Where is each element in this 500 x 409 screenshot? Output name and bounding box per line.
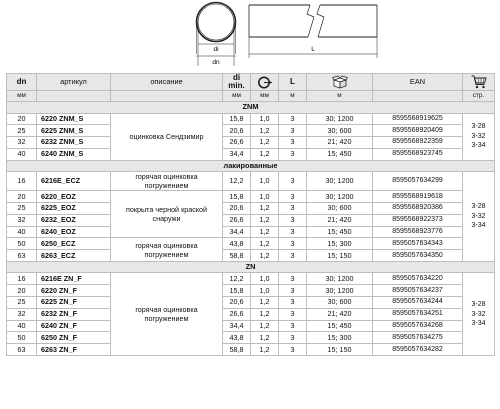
- header-di: [223, 74, 251, 91]
- header-di-top: di: [232, 73, 241, 82]
- unit-cell: [37, 91, 111, 102]
- dn-cell: 50: [7, 238, 37, 250]
- ean-cell: 8595057634275: [373, 332, 463, 344]
- page-ref: 3-28: [471, 301, 486, 308]
- ean-cell: 8595568920386: [373, 202, 463, 214]
- pack-cell: 15; 150: [307, 344, 373, 356]
- units-row: [7, 91, 495, 102]
- catalog-pages: [463, 113, 495, 160]
- table-row: [7, 308, 495, 320]
- description-cell: покрыта черной краской снаружи: [111, 191, 223, 238]
- unit-cell: м: [279, 91, 307, 102]
- box-icon: [332, 75, 348, 89]
- table-row: [7, 285, 495, 297]
- description-cell: оцинковка Сендзимир: [111, 113, 223, 160]
- pack-cell: 30; 1200: [307, 172, 373, 191]
- header-ean: EAN: [373, 74, 463, 91]
- length-cell: 3: [279, 273, 307, 285]
- table-row: [7, 113, 495, 125]
- length-cell: 3: [279, 320, 307, 332]
- unit-cell: мм: [223, 91, 251, 102]
- pack-cell: 30; 600: [307, 202, 373, 214]
- page-ref: 3-34: [471, 320, 486, 327]
- table-row: [7, 226, 495, 238]
- wall-cell: 1,2: [251, 125, 279, 137]
- dn-cell: 32: [7, 214, 37, 226]
- diagram-label-di: di: [213, 46, 219, 53]
- unit-cell: мм: [251, 91, 279, 102]
- length-cell: 3: [279, 308, 307, 320]
- section-title: ZN: [7, 261, 495, 273]
- length-cell: 3: [279, 214, 307, 226]
- description-cell: горячая оцинковка погружением: [111, 172, 223, 191]
- dn-cell: 25: [7, 125, 37, 137]
- wall-cell: 1,2: [251, 320, 279, 332]
- article-cell: 6232 ZNM_S: [37, 137, 111, 149]
- ean-cell: 8595057634350: [373, 250, 463, 262]
- article-cell: 6240 ZNM_S: [37, 148, 111, 160]
- ean-cell: 8595568922373: [373, 214, 463, 226]
- ean-cell: 8595057634299: [373, 172, 463, 191]
- ean-cell: 8595568922359: [373, 137, 463, 149]
- shopping-cart-icon: [471, 75, 487, 89]
- dn-cell: 25: [7, 202, 37, 214]
- wall-cell: 1,0: [251, 191, 279, 203]
- dn-cell: 40: [7, 226, 37, 238]
- section-header: [7, 102, 495, 114]
- header-L: L: [279, 74, 307, 91]
- wall-cell: 1,2: [251, 332, 279, 344]
- length-cell: 3: [279, 202, 307, 214]
- wall-cell: 1,2: [251, 148, 279, 160]
- di-cell: 58,8: [223, 250, 251, 262]
- dn-cell: 32: [7, 137, 37, 149]
- dn-cell: 40: [7, 148, 37, 160]
- page-ref: 3-28: [471, 203, 486, 211]
- page-ref: 3-28: [471, 123, 486, 131]
- pack-cell: 30; 1200: [307, 191, 373, 203]
- pack-cell: 30; 600: [307, 297, 373, 309]
- table-row: [7, 148, 495, 160]
- pack-cell: 21; 420: [307, 137, 373, 149]
- ean-cell: 8595568923776: [373, 226, 463, 238]
- article-cell: 6216E ZN_F: [37, 273, 111, 285]
- table-row: [7, 202, 495, 214]
- length-cell: 3: [279, 344, 307, 356]
- ean-cell: 8595057634220: [373, 273, 463, 285]
- wall-cell: 1,0: [251, 113, 279, 125]
- article-cell: 6250 ZN_F: [37, 332, 111, 344]
- article-cell: 6263_ECZ: [37, 250, 111, 262]
- header-row: [7, 74, 495, 91]
- diagram-label-dn: dn: [212, 59, 220, 66]
- header-wall: [251, 74, 279, 91]
- article-cell: 6232 ZN_F: [37, 308, 111, 320]
- ean-cell: 8595568920409: [373, 125, 463, 137]
- pack-cell: 30; 600: [307, 125, 373, 137]
- header-di-bottom: min.: [228, 81, 245, 90]
- description-cell: горячая оцинковка погружением: [111, 238, 223, 262]
- ean-cell: 8595057634282: [373, 344, 463, 356]
- length-cell: 3: [279, 148, 307, 160]
- product-table-container: [6, 73, 494, 356]
- article-cell: 6220 ZNM_S: [37, 113, 111, 125]
- ean-cell: 8595057634244: [373, 297, 463, 309]
- header-dn: dn: [7, 74, 37, 91]
- length-cell: 3: [279, 332, 307, 344]
- section-title: ZNM: [7, 102, 495, 114]
- article-cell: 6225 ZNM_S: [37, 125, 111, 137]
- dn-cell: 16: [7, 273, 37, 285]
- di-cell: 43,8: [223, 332, 251, 344]
- article-cell: 6225_EOZ: [37, 202, 111, 214]
- header-cart: [463, 74, 495, 91]
- di-cell: 20,6: [223, 202, 251, 214]
- pipe-cross-section: [197, 3, 236, 67]
- header-article: артикул: [37, 74, 111, 91]
- wall-cell: 1,2: [251, 297, 279, 309]
- unit-cell: [111, 91, 223, 102]
- article-cell: 6220 ZN_F: [37, 285, 111, 297]
- pack-cell: 15; 450: [307, 148, 373, 160]
- pack-cell: 30; 1200: [307, 273, 373, 285]
- wall-cell: 1,2: [251, 308, 279, 320]
- product-table: [6, 73, 495, 356]
- length-cell: 3: [279, 226, 307, 238]
- ean-cell: 8595057634251: [373, 308, 463, 320]
- ean-cell: 8595568923745: [373, 148, 463, 160]
- table-row: [7, 214, 495, 226]
- di-cell: 12,2: [223, 273, 251, 285]
- length-cell: 3: [279, 172, 307, 191]
- header-pack: [307, 74, 373, 91]
- diagram-label-L: L: [311, 46, 315, 53]
- table-row: [7, 172, 495, 191]
- section-header: [7, 160, 495, 172]
- article-cell: 6216E_ECZ: [37, 172, 111, 191]
- dn-cell: 50: [7, 332, 37, 344]
- description-cell: горячая оцинковка погружением: [111, 273, 223, 356]
- section-title: лакированные: [7, 160, 495, 172]
- pack-cell: 30; 1200: [307, 113, 373, 125]
- page-ref: 3-32: [471, 212, 486, 220]
- dn-cell: 20: [7, 191, 37, 203]
- dn-cell: 32: [7, 308, 37, 320]
- ean-cell: 8595057634237: [373, 285, 463, 297]
- pack-cell: 15; 300: [307, 332, 373, 344]
- wall-cell: 1,2: [251, 238, 279, 250]
- wall-cell: 1,0: [251, 285, 279, 297]
- pack-cell: 21; 420: [307, 308, 373, 320]
- pack-cell: 15; 450: [307, 226, 373, 238]
- article-cell: 6263 ZN_F: [37, 344, 111, 356]
- di-cell: 15,8: [223, 285, 251, 297]
- di-cell: 34,4: [223, 148, 251, 160]
- unit-cell: м: [307, 91, 373, 102]
- dn-cell: 20: [7, 113, 37, 125]
- di-cell: 58,8: [223, 344, 251, 356]
- table-row: [7, 250, 495, 262]
- unit-cell: стр.: [463, 91, 495, 102]
- wall-cell: 1,2: [251, 214, 279, 226]
- length-cell: 3: [279, 191, 307, 203]
- pipe-diagram: [0, 0, 500, 72]
- di-cell: 26,6: [223, 308, 251, 320]
- catalog-pages: [463, 172, 495, 262]
- length-cell: 3: [279, 238, 307, 250]
- dn-cell: 63: [7, 344, 37, 356]
- di-cell: 34,4: [223, 320, 251, 332]
- pack-cell: 30; 1200: [307, 285, 373, 297]
- table-row: [7, 297, 495, 309]
- dn-cell: 63: [7, 250, 37, 262]
- length-cell: 3: [279, 285, 307, 297]
- page-ref: 3-34: [471, 222, 486, 230]
- ean-cell: 8595057634343: [373, 238, 463, 250]
- di-cell: 15,8: [223, 191, 251, 203]
- pack-cell: 15; 450: [307, 320, 373, 332]
- article-cell: 6232_EOZ: [37, 214, 111, 226]
- di-cell: 20,6: [223, 125, 251, 137]
- section-header: [7, 261, 495, 273]
- di-cell: 15,8: [223, 113, 251, 125]
- article-cell: 6220_EOZ: [37, 191, 111, 203]
- table-row: [7, 320, 495, 332]
- wall-cell: 1,0: [251, 172, 279, 191]
- wall-cell: 1,2: [251, 226, 279, 238]
- wall-cell: 1,0: [251, 273, 279, 285]
- di-cell: 12,2: [223, 172, 251, 191]
- gauge-icon: [257, 76, 273, 89]
- length-cell: 3: [279, 297, 307, 309]
- page-ref: 3-32: [471, 310, 486, 318]
- table-row: [7, 344, 495, 356]
- dn-cell: 16: [7, 172, 37, 191]
- wall-cell: 1,2: [251, 202, 279, 214]
- article-cell: 6250_ECZ: [37, 238, 111, 250]
- table-body: [7, 102, 495, 356]
- wall-cell: 1,2: [251, 344, 279, 356]
- length-cell: 3: [279, 137, 307, 149]
- length-cell: 3: [279, 113, 307, 125]
- di-cell: 43,8: [223, 238, 251, 250]
- article-cell: 6240 ZN_F: [37, 320, 111, 332]
- table-row: [7, 273, 495, 285]
- length-cell: 3: [279, 125, 307, 137]
- wall-cell: 1,2: [251, 250, 279, 262]
- table-row: [7, 125, 495, 137]
- di-cell: 34,4: [223, 226, 251, 238]
- table-row: [7, 137, 495, 149]
- dn-cell: 25: [7, 297, 37, 309]
- di-cell: 26,6: [223, 137, 251, 149]
- dn-cell: 40: [7, 320, 37, 332]
- pack-cell: 21; 420: [307, 214, 373, 226]
- table-row: [7, 238, 495, 250]
- page-ref: 3-34: [471, 142, 486, 150]
- unit-cell: мм: [7, 91, 37, 102]
- page-ref: 3-32: [471, 132, 486, 140]
- table-row: [7, 191, 495, 203]
- table-row: [7, 332, 495, 344]
- length-cell: 3: [279, 250, 307, 262]
- header-description: описание: [111, 74, 223, 91]
- ean-cell: 8595568919618: [373, 191, 463, 203]
- di-cell: 26,6: [223, 214, 251, 226]
- pack-cell: 15; 150: [307, 250, 373, 262]
- unit-cell: [373, 91, 463, 102]
- ean-cell: 8595057634268: [373, 320, 463, 332]
- dn-cell: 20: [7, 285, 37, 297]
- article-cell: 6225 ZN_F: [37, 297, 111, 309]
- ean-cell: 8595568919625: [373, 113, 463, 125]
- catalog-pages: [463, 273, 495, 356]
- di-cell: 20,6: [223, 297, 251, 309]
- article-cell: 6240_EOZ: [37, 226, 111, 238]
- wall-cell: 1,2: [251, 137, 279, 149]
- pack-cell: 15; 300: [307, 238, 373, 250]
